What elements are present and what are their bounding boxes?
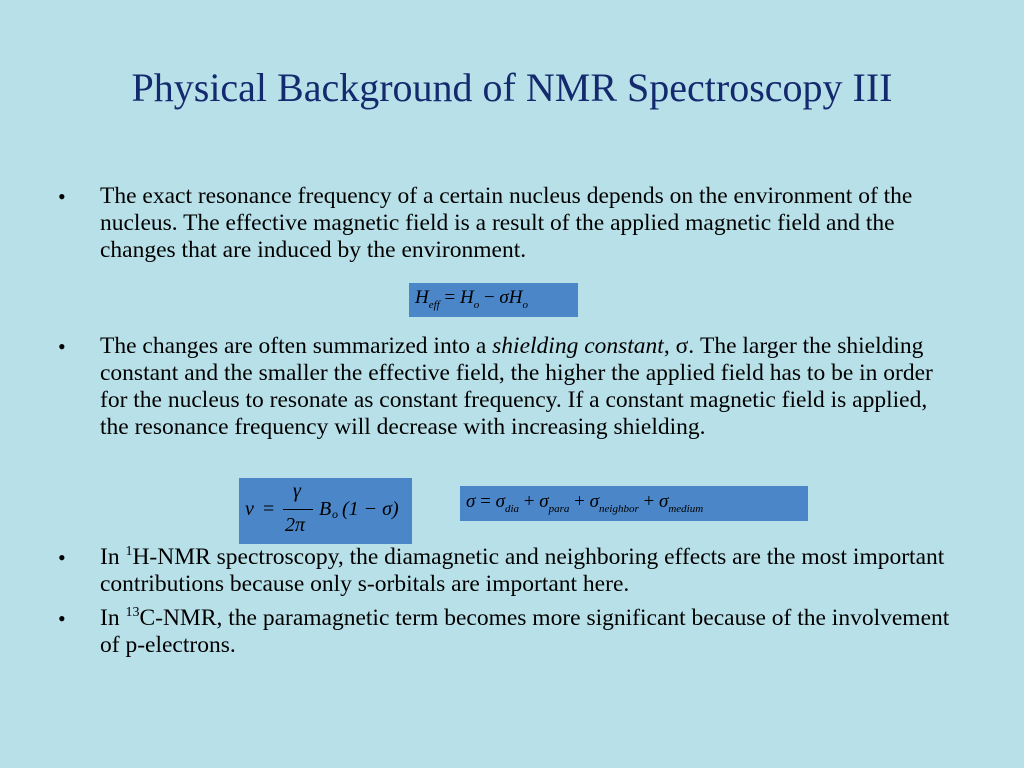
bullet-text: The exact resonance frequency of a certain nucleus depends on the environment of the nucleus. The effective magnetic field is a result of the applied magnetic field and the changes that are induced by the environment. [100, 183, 913, 263]
fraction-bar [283, 509, 313, 510]
bullet-marker: • [58, 184, 66, 209]
effective-field-equation: $H_{eff} = H_o - \sigma H_o$ [409, 283, 578, 317]
bullet-c-nmr [58, 605, 958, 659]
bullet-text: In $^{13}$C-NMR, the paramagnetic term becomes more significant because of the involvement of p-electrons. [100, 605, 950, 658]
bullet-marker: • [58, 334, 66, 359]
bullet-h-nmr [58, 544, 958, 598]
shielding-sum-equation: $\sigma = \sigma_{dia} + \sigma_{para} + \sigma_{neighbor} + \sigma_{medium}$ [460, 486, 808, 521]
bullet-marker: • [58, 545, 66, 570]
shielding-constant-term: shielding constant [492, 333, 664, 359]
bullet-text: In $^1$H-NMR spectroscopy, the diamagnetic and neighboring effects are the most important contributions because only s-orbitals are important here. [100, 544, 945, 597]
bullet-effective-field [58, 183, 958, 264]
bullet-text: The changes are often summarized into a shielding constant, σ. The larger the shielding constant and the smaller the effective field, the higher the applied field has to be in order for the nucleus to resonate as constant frequency. If a constant magnetic field is applied, the resonance frequency will decrease with increasing shielding. [100, 333, 933, 440]
bullet-marker: • [58, 606, 66, 631]
slide-title: Physical Background of NMR Spectroscopy III [131, 65, 893, 110]
bullet-shielding-constant [58, 333, 958, 441]
frequency-equation: ν = γ 2π B o (1 − σ) [239, 478, 412, 544]
